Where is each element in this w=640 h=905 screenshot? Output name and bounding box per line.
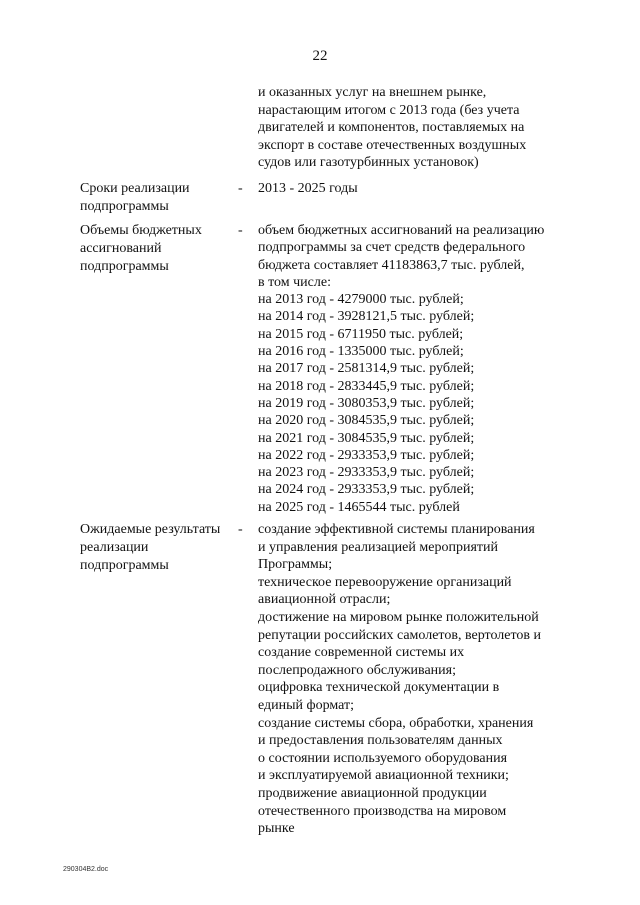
value-line: Программы; — [258, 557, 333, 573]
value-line: на 2014 год - 3928121,5 тыс. рублей; — [258, 309, 475, 325]
label-line: подпрограммы — [80, 558, 169, 573]
text-line: нарастающим итогом с 2013 года (без учета — [258, 102, 520, 118]
row-dash: - — [238, 223, 243, 238]
file-name-footer: 290304B2.doc — [63, 866, 109, 873]
row-dash: - — [238, 181, 243, 196]
value-line: техническое перевооружение организаций — [258, 574, 512, 590]
text-line: и оказанных услуг на внешнем рынке, — [258, 85, 487, 100]
label-line: подпрограммы — [80, 199, 169, 214]
label-line: Ожидаемые результаты — [80, 522, 221, 537]
row-label — [80, 180, 240, 216]
value-line: на 2023 год - 2933353,9 тыс. рублей; — [258, 465, 475, 481]
text-line: судов или газотурбинных установок) — [258, 155, 479, 171]
value-line: послепродажного обслуживания; — [258, 662, 456, 678]
value-line: на 2019 год - 3080353,9 тыс. рублей; — [258, 395, 475, 411]
value-line: объем бюджетных ассигнований на реализацию — [258, 223, 545, 238]
value-line: 2013 - 2025 годы — [258, 181, 358, 196]
value-line: создание эффективной системы планирования — [258, 522, 535, 537]
label-line: Сроки реализации — [80, 181, 190, 196]
value-line: рынке — [258, 821, 295, 837]
value-line: авиационной отрасли; — [258, 592, 391, 608]
value-line: достижение на мировом рынке положительной — [258, 609, 539, 625]
value-line: о состоянии используемого оборудования — [258, 750, 508, 766]
value-line: создание системы сбора, обработки, хранения — [258, 715, 534, 731]
value-line: и управления реализацией мероприятий — [258, 539, 498, 555]
value-line: на 2018 год - 2833445,9 тыс. рублей; — [258, 378, 475, 394]
value-line: на 2022 год - 2933353,9 тыс. рублей; — [258, 447, 475, 463]
value-line: бюджета составляет 41183863,7 тыс. рублей, — [258, 257, 525, 273]
value-line: и эксплуатируемой авиационной техники; — [258, 768, 509, 784]
row-value — [258, 521, 588, 838]
value-line: в том числе: — [258, 274, 331, 290]
value-line: на 2015 год - 6711950 тыс. рублей; — [258, 326, 464, 342]
row-value — [258, 222, 588, 516]
label-line: ассигнований — [80, 241, 162, 256]
page-number: 22 — [312, 48, 328, 64]
value-line: на 2024 год - 2933353,9 тыс. рублей; — [258, 482, 475, 498]
value-line: на 2020 год - 3084535,9 тыс. рублей; — [258, 413, 475, 429]
value-line: продвижение авиационной продукции — [258, 785, 487, 801]
label-line: Объемы бюджетных — [80, 223, 202, 238]
value-line: оцифровка технической документации в — [258, 680, 500, 696]
label-line: подпрограммы — [80, 259, 169, 274]
row-value — [258, 180, 588, 198]
value-line: на 2013 год - 4279000 тыс. рублей; — [258, 292, 464, 308]
row-dash: - — [238, 522, 243, 537]
value-line: на 2021 год - 3084535,9 тыс. рублей; — [258, 430, 475, 446]
text-line: экспорт в составе отечественных воздушных — [258, 137, 527, 153]
value-line: отечественного производства на мировом — [258, 803, 507, 819]
label-line: реализации — [80, 540, 149, 555]
value-line: на 2017 год - 2581314,9 тыс. рублей; — [258, 361, 475, 377]
value-line: создание современной системы их — [258, 645, 465, 661]
text-line: двигателей и компонентов, поставляемых на — [258, 120, 525, 136]
value-line: на 2025 год - 1465544 тыс. рублей — [258, 499, 460, 515]
value-line: на 2016 год - 1335000 тыс. рублей; — [258, 344, 464, 360]
intro-paragraph — [258, 84, 588, 172]
value-line: единый формат; — [258, 697, 355, 713]
value-line: подпрограммы за счет средств федерального — [258, 240, 526, 256]
row-label — [80, 222, 240, 276]
row-label — [80, 521, 240, 575]
value-line: и предоставления пользователям данных — [258, 733, 503, 749]
value-line: репутации российских самолетов, вертолетов и — [258, 627, 542, 643]
